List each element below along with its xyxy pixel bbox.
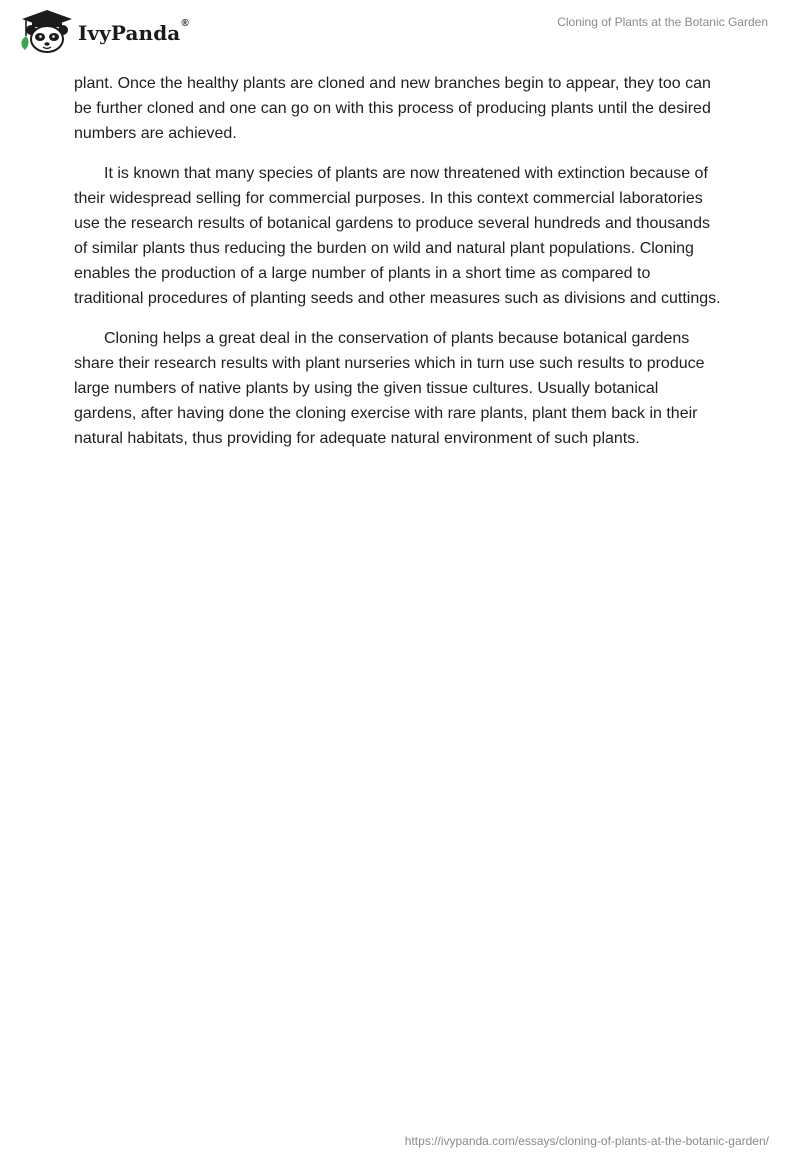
essay-paragraph: plant. Once the healthy plants are cloned and new branches begin to appear, they too can be further cloned and one can go on with this process of producing plants until the desired numbers are achieved. <box>74 75 711 142</box>
essay-body <box>74 71 724 466</box>
essay-paragraph: Cloning helps a great deal in the conservation of plants because botanical gardens share their research results with plant nurseries which in turn use such results to produce large numbers of native plants by using the given tissue cultures. Usually botanical gardens, after having done the cloning exercise with rare plants, plant them back in their natural habitats, thus providing for adequate natural environment of such plants. <box>74 330 705 447</box>
panda-graduation-cap-icon <box>14 6 76 56</box>
registered-mark: ® <box>181 18 189 29</box>
page-header <box>0 0 800 70</box>
source-url[interactable]: https://ivypanda.com/essays/cloning-of-plants-at-the-botanic-garden/ <box>404 1134 769 1148</box>
document-running-title: Cloning of Plants at the Botanic Garden <box>557 15 768 29</box>
ivypanda-logo[interactable] <box>14 6 189 56</box>
brand-name: IvyPanda® <box>78 18 189 45</box>
essay-paragraph: It is known that many species of plants are now threatened with extinction because of their widespread selling for commercial purposes. In this context commercial laboratories use the research results of botanical gardens to produce several hundreds and thousands of similar plants thus reducing the burden on wild and natural plant populations. Cloning enables the production of a large number of plants in a short time as compared to traditional procedures of planting seeds and other measures such as divisions and cuttings. <box>74 165 721 307</box>
